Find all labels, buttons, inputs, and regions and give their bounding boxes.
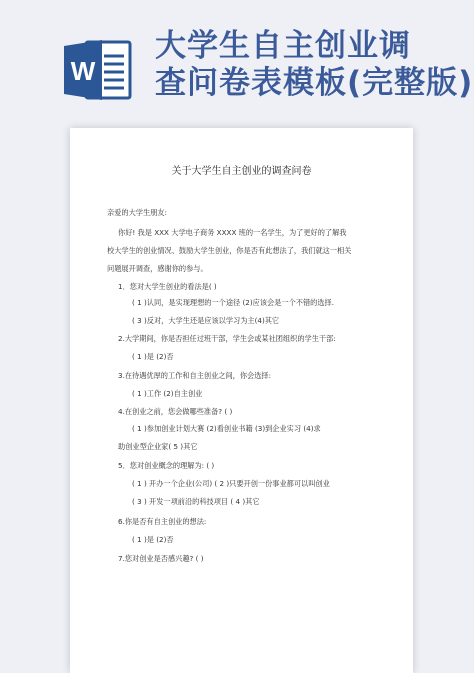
page-title: [155, 28, 473, 102]
question-2: 2.大学期间，你是否担任过班干部，学生会或某社团组织的学生干部:: [118, 334, 336, 343]
svg-text:W: W: [70, 56, 96, 86]
question-5-options: ( 1 ) 开办一个企业(公司) ( 2 )只要开创一份事业都可以叫创业: [132, 479, 330, 488]
title-line-1: 大学生自主创业调: [155, 28, 411, 64]
word-document-icon: [62, 38, 134, 102]
question-5: 5．您对创业概念的理解为: ( ): [118, 461, 215, 470]
question-2-options: ( 1 )是 (2)否: [132, 352, 174, 361]
document-heading: 关于大学生自主创业的调查问卷: [171, 166, 312, 177]
question-6-options: ( 1 )是 (2)否: [132, 535, 174, 544]
question-1: 1．您对大学生创业的看法是( ): [118, 282, 217, 291]
question-7: 7.您对创业是否感兴趣? ( ): [118, 554, 204, 563]
question-3-options: ( 1 )工作 (2)自主创业: [132, 389, 203, 398]
banner: [0, 0, 474, 140]
question-3: 3.在待遇优厚的工作和自主创业之间，你会选择:: [118, 371, 272, 380]
question-1-options: ( 3 )反对，大学生还是应该以学习为主(4)其它: [132, 316, 280, 325]
question-4-options: 助创业型企业家( 5 )其它: [118, 442, 198, 451]
question-4: 4.在创业之前，您会做哪些准备? ( ): [118, 407, 233, 416]
question-6: 6.你是否有自主创业的想法:: [118, 517, 207, 526]
title-line-2: 查问卷表模板(完整版): [155, 65, 474, 101]
salutation: 亲爱的大学生朋友:: [107, 208, 167, 217]
intro-line: 校大学生的创业情况、鼓励大学生创业，你是否有此想法了，我们就这一相关: [107, 246, 352, 255]
question-4-options: ( 1 )参加创业计划大赛 (2)看创业书籍 (3)到企业实习 (4)求: [132, 424, 321, 433]
question-1-options: ( 1 )认同，是实现理想的一个途径 (2)应该会是一个不错的选择.: [132, 298, 335, 307]
intro-line: 你好! 我是 XXX 大学电子商务 XXXX 班的一名学生，为了更好的了解我: [118, 228, 347, 237]
intro-line: 问题展开调查，感谢你的参与。: [107, 264, 208, 273]
document-page: [70, 128, 413, 673]
question-5-options: ( 3 ) 开发一项前沿的科技项目 ( 4 )其它: [132, 497, 260, 506]
